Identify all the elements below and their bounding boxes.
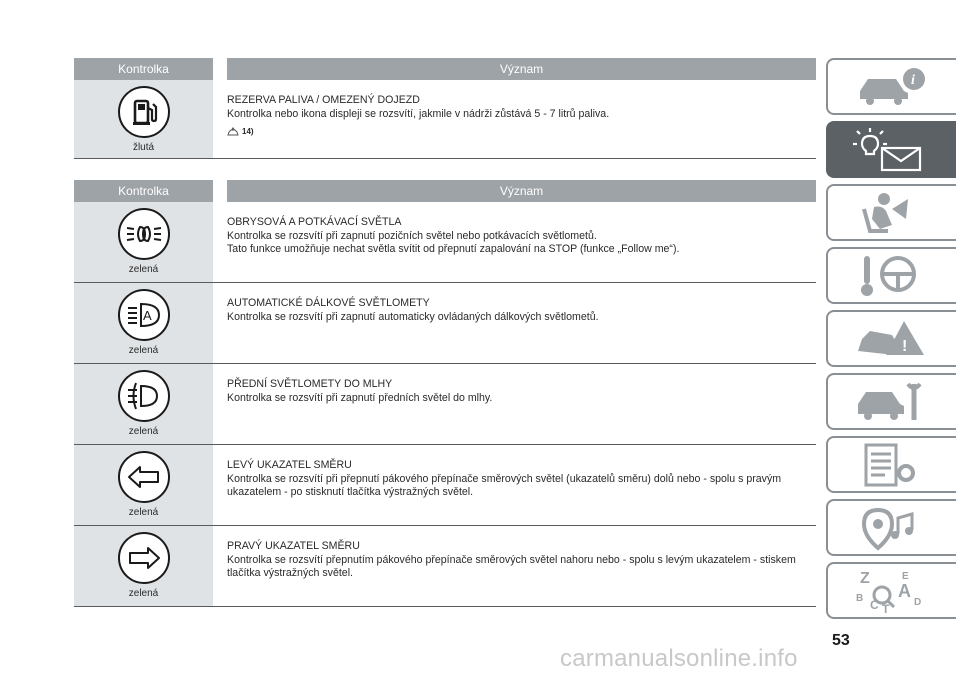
table-header bbox=[74, 180, 816, 202]
row-description: Kontrolka nebo ikona displeji se rozsvítí, jakmile v nádrži zůstává 5 - 7 litrů paliva. bbox=[227, 107, 610, 120]
row-title: PRAVÝ UKAZATEL SMĚRU bbox=[227, 540, 360, 552]
row-description: Kontrolka se rozsvítí při zapnutí předních světel do mlhy. bbox=[227, 391, 493, 404]
warning-number: 14) bbox=[242, 127, 254, 137]
index-letter: E bbox=[902, 570, 909, 582]
indicator-cell bbox=[74, 202, 213, 282]
index-letter: A bbox=[898, 580, 911, 601]
row-description-2: Tato funkce umožňuje nechat světla svítit od přepnutí zapalování na STOP (funkce „Follow me“). bbox=[227, 243, 680, 256]
indicator-cell bbox=[74, 526, 213, 606]
index-letter: B bbox=[856, 592, 864, 604]
meaning-cell bbox=[227, 526, 816, 606]
warning-light-message-icon bbox=[852, 126, 932, 174]
tab-multimedia[interactable] bbox=[826, 499, 956, 556]
row-description: Kontrolka se rozsvítí přepnutím pákového přepínače směrových světel nahoru nebo - spolu s levým ukazatelem - stiskem tlačítka výstražných světel. bbox=[227, 553, 796, 580]
seat-airbag-icon bbox=[852, 189, 932, 237]
meaning-cell bbox=[227, 283, 816, 363]
header-vyznam: Význam bbox=[227, 180, 816, 202]
indicator-color: žlutá bbox=[132, 142, 155, 153]
header-kontrolka: Kontrolka bbox=[74, 180, 213, 202]
index-letter: D bbox=[914, 596, 922, 608]
indicator-color: zelená bbox=[128, 264, 159, 275]
indicator-cell bbox=[74, 80, 213, 158]
left-turn-signal-icon bbox=[118, 451, 170, 503]
row-description: Kontrolka se rozsvítí při zapnutí pozičních světel nebo potkávacích světlometů. bbox=[227, 229, 597, 242]
index-letter: T bbox=[882, 601, 890, 615]
table-row bbox=[74, 80, 816, 159]
front-fog-lights-icon bbox=[118, 370, 170, 422]
fuel-table bbox=[74, 58, 816, 159]
indicator-color: zelená bbox=[128, 588, 159, 599]
index-letter: C bbox=[870, 597, 879, 612]
indicator-cell bbox=[74, 445, 213, 525]
multimedia-note-icon bbox=[852, 504, 932, 552]
row-description: Kontrolka se rozsvítí při zapnutí automaticky ovládaných dálkových světlometů. bbox=[227, 310, 599, 323]
meaning-cell bbox=[227, 202, 816, 282]
watermark: carmanualsonline.info bbox=[560, 645, 798, 672]
warning-reference bbox=[227, 125, 812, 139]
row-title: OBRYSOVÁ A POTKÁVACÍ SVĚTLA bbox=[227, 216, 402, 228]
header-kontrolka: Kontrolka bbox=[74, 58, 213, 80]
right-turn-signal-icon bbox=[118, 532, 170, 584]
row-title: LEVÝ UKAZATEL SMĚRU bbox=[227, 459, 352, 471]
svg-text:!: ! bbox=[902, 337, 908, 355]
auto-high-beam-icon bbox=[118, 289, 170, 341]
table-row bbox=[74, 445, 816, 526]
indicator-cell bbox=[74, 364, 213, 444]
alphabet-index-icon bbox=[852, 567, 932, 615]
spec-sheet-gear-icon bbox=[852, 441, 932, 489]
tab-car-info[interactable] bbox=[826, 58, 956, 115]
car-info-icon bbox=[852, 65, 932, 109]
page-number: 53 bbox=[832, 632, 850, 649]
svg-text:A: A bbox=[142, 308, 152, 323]
index-letter: Z bbox=[860, 569, 870, 587]
indicator-color: zelená bbox=[128, 507, 159, 518]
indicator-color: zelená bbox=[128, 426, 159, 437]
table-row bbox=[74, 202, 816, 283]
tab-starting-driving[interactable] bbox=[826, 247, 956, 304]
table-row bbox=[74, 364, 816, 445]
table-row bbox=[74, 526, 816, 607]
meaning-cell bbox=[227, 364, 816, 444]
meaning-cell bbox=[227, 80, 816, 158]
tab-emergency[interactable] bbox=[826, 310, 956, 367]
row-description: Kontrolka se rozsvítí při přepnutí pákového přepínače směrových světel (ukazatelů směru) dolů nebo - spolu s pravým ukazatelem - po stisknutí tlačítka výstražných světel. bbox=[227, 472, 782, 499]
tab-index[interactable] bbox=[826, 562, 956, 619]
car-crash-warning-icon bbox=[852, 315, 932, 363]
svg-text:i: i bbox=[911, 72, 915, 88]
car-wrench-icon bbox=[852, 378, 932, 426]
tab-safety[interactable] bbox=[826, 184, 956, 241]
lights-table bbox=[74, 180, 816, 607]
table-row bbox=[74, 283, 816, 364]
steering-wheel-key-icon bbox=[852, 252, 932, 300]
position-lights-icon bbox=[118, 208, 170, 260]
warning-car-icon bbox=[227, 127, 239, 137]
tab-warning-lights[interactable] bbox=[826, 121, 956, 178]
indicator-cell bbox=[74, 283, 213, 363]
row-title: AUTOMATICKÉ DÁLKOVÉ SVĚTLOMETY bbox=[227, 297, 430, 309]
table-header bbox=[74, 58, 816, 80]
tab-maintenance[interactable] bbox=[826, 373, 956, 430]
row-title: REZERVA PALIVA / OMEZENÝ DOJEZD bbox=[227, 94, 420, 106]
fuel-pump-icon bbox=[118, 86, 170, 138]
row-title: PŘEDNÍ SVĚTLOMETY DO MLHY bbox=[227, 378, 393, 390]
tab-technical-data[interactable] bbox=[826, 436, 956, 493]
meaning-cell bbox=[227, 445, 816, 525]
header-vyznam: Význam bbox=[227, 58, 816, 80]
indicator-color: zelená bbox=[128, 345, 159, 356]
